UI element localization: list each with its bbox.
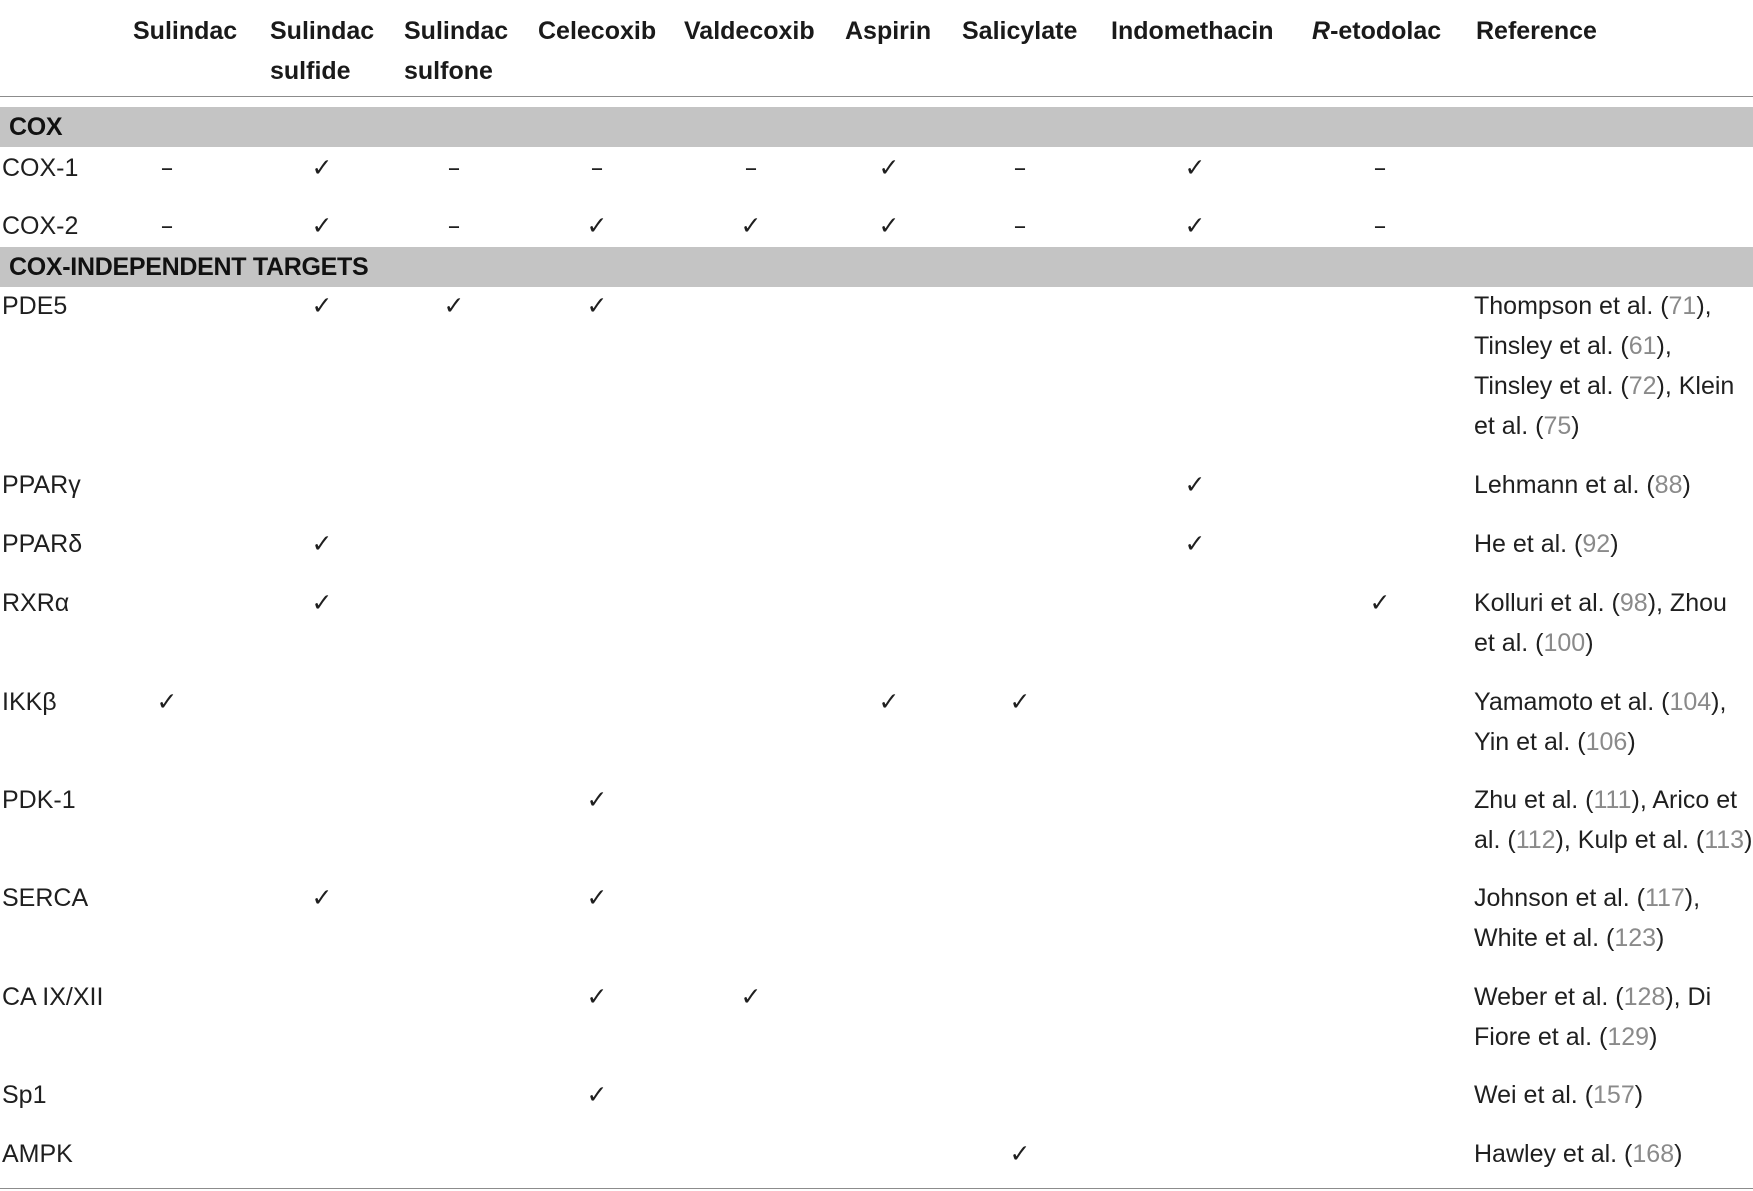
reference-line — [1474, 918, 1753, 958]
reference-text: Fiore et al. ( — [1474, 1023, 1608, 1051]
reference-text: ), — [1696, 292, 1712, 320]
reference-number-link[interactable]: 71 — [1668, 292, 1697, 320]
reference-line — [1474, 780, 1753, 820]
reference-line — [1474, 326, 1753, 366]
check-mark-icon: ✓ — [878, 687, 900, 716]
row-label: RXRα — [2, 589, 70, 617]
reference-text: ) — [1656, 924, 1665, 952]
reference-line — [1474, 583, 1753, 623]
check-mark-icon: ✓ — [311, 883, 333, 912]
row-label: PDK-1 — [2, 786, 76, 814]
check-mark-icon: ✓ — [1184, 470, 1206, 499]
dash-mark: – — [447, 153, 461, 182]
row-label: CA IX/XII — [2, 983, 104, 1011]
dash-mark: – — [160, 153, 174, 182]
reference-line — [1474, 286, 1753, 326]
col-header-celecoxib: Celecoxib — [538, 17, 657, 45]
reference-cell — [1474, 465, 1753, 505]
dash-mark: – — [1373, 211, 1387, 240]
reference-text: et al. ( — [1474, 412, 1544, 440]
check-mark-icon: ✓ — [878, 211, 900, 240]
reference-line — [1474, 465, 1753, 505]
reference-text: Thompson et al. ( — [1474, 292, 1669, 320]
reference-line — [1474, 366, 1753, 406]
reference-line — [1474, 1017, 1753, 1057]
reference-text: Kolluri et al. ( — [1474, 589, 1620, 617]
reference-number-link[interactable]: 75 — [1543, 412, 1572, 440]
check-mark-icon: ✓ — [1009, 687, 1031, 716]
check-mark-icon: ✓ — [1369, 588, 1391, 617]
reference-number-link[interactable]: 106 — [1585, 728, 1628, 756]
col-header-aspirin: Aspirin — [845, 17, 932, 45]
reference-line — [1474, 977, 1753, 1017]
col-header-salicylate: Salicylate — [962, 17, 1078, 45]
col-header-valdecoxib: Valdecoxib — [684, 17, 815, 45]
check-mark-icon: ✓ — [586, 785, 608, 814]
reference-line — [1474, 623, 1753, 663]
reference-number-link[interactable]: 128 — [1623, 983, 1666, 1011]
section-band-cox: COX — [0, 107, 1753, 147]
reference-number-link[interactable]: 113 — [1704, 826, 1745, 854]
reference-text: ), — [1684, 884, 1701, 912]
dash-mark: – — [1013, 153, 1027, 182]
reference-text: ) — [1627, 728, 1636, 756]
check-mark-icon: ✓ — [1184, 153, 1206, 182]
reference-text: ), Arico et — [1631, 786, 1738, 814]
section-band-cox-independent: COX-INDEPENDENT TARGETS — [0, 247, 1753, 287]
reference-number-link[interactable]: 117 — [1644, 884, 1685, 912]
dash-mark: – — [160, 211, 174, 240]
reference-line — [1474, 406, 1753, 446]
check-mark-icon: ✓ — [586, 211, 608, 240]
reference-text: ), Zhou — [1647, 589, 1727, 617]
reference-number-link[interactable]: 123 — [1614, 924, 1657, 952]
reference-cell — [1474, 780, 1753, 860]
col-header-reference: Reference — [1476, 17, 1597, 45]
reference-text: ), Di — [1665, 983, 1712, 1011]
reference-cell — [1474, 286, 1753, 446]
check-mark-icon: ✓ — [311, 153, 333, 182]
reference-text: ), Klein — [1656, 372, 1735, 400]
reference-cell — [1474, 524, 1753, 564]
reference-number-link[interactable]: 100 — [1543, 629, 1586, 657]
reference-line — [1474, 722, 1753, 762]
reference-line — [1474, 1134, 1753, 1174]
check-mark-icon: ✓ — [1009, 1139, 1031, 1168]
row-label: PPARδ — [2, 530, 83, 558]
reference-line — [1474, 878, 1753, 918]
reference-text: ) — [1585, 629, 1594, 657]
row-label: COX-2 — [2, 212, 79, 240]
reference-text: ) — [1682, 471, 1691, 499]
reference-line — [1474, 524, 1753, 564]
reference-text: Tinsley et al. ( — [1474, 332, 1629, 360]
reference-cell — [1474, 977, 1753, 1057]
reference-number-link[interactable]: 61 — [1628, 332, 1657, 360]
reference-number-link[interactable]: 129 — [1607, 1023, 1650, 1051]
header-rule — [0, 96, 1753, 97]
check-mark-icon: ✓ — [740, 982, 762, 1011]
reference-cell — [1474, 682, 1753, 762]
col-header-sulindac-sulfide: Sulindac sulfide — [270, 17, 375, 85]
check-mark-icon: ✓ — [311, 529, 333, 558]
check-mark-icon: ✓ — [878, 153, 900, 182]
reference-number-link[interactable]: 104 — [1669, 688, 1712, 716]
row-label: AMPK — [2, 1140, 73, 1168]
reference-text: Wei et al. ( — [1474, 1081, 1594, 1109]
reference-text: Hawley et al. ( — [1474, 1140, 1633, 1168]
check-mark-icon: ✓ — [586, 883, 608, 912]
check-mark-icon: ✓ — [740, 211, 762, 240]
col-header-indomethacin: Indomethacin — [1111, 17, 1274, 45]
reference-text: ) — [1571, 412, 1580, 440]
reference-line — [1474, 820, 1753, 860]
reference-text: He et al. ( — [1474, 530, 1583, 558]
check-mark-icon: ✓ — [586, 982, 608, 1011]
col-header-sulindac-sulfone: Sulindac sulfone — [404, 17, 509, 85]
check-mark-icon: ✓ — [311, 291, 333, 320]
dash-mark: – — [1013, 211, 1027, 240]
reference-text: Yin et al. ( — [1474, 728, 1586, 756]
reference-text: Lehmann et al. ( — [1474, 471, 1655, 499]
check-mark-icon: ✓ — [443, 291, 465, 320]
check-mark-icon: ✓ — [156, 687, 178, 716]
col-header-sulindac: Sulindac — [133, 17, 238, 45]
row-label: PPARγ — [2, 471, 81, 499]
bottom-rule — [0, 1188, 1753, 1189]
reference-cell — [1474, 1075, 1753, 1115]
dash-mark: – — [447, 211, 461, 240]
reference-text: al. ( — [1474, 826, 1516, 854]
reference-number-link[interactable]: 111 — [1593, 786, 1632, 814]
reference-text: ) — [1674, 1140, 1683, 1168]
reference-text: Weber et al. ( — [1474, 983, 1624, 1011]
reference-cell — [1474, 583, 1753, 663]
reference-text: Yamamoto et al. ( — [1474, 688, 1670, 716]
dash-mark: – — [744, 153, 758, 182]
check-mark-icon: ✓ — [586, 1080, 608, 1109]
check-mark-icon: ✓ — [586, 291, 608, 320]
reference-cell — [1474, 878, 1753, 958]
row-label: SERCA — [2, 884, 89, 912]
reference-text: ) — [1610, 530, 1619, 558]
check-mark-icon: ✓ — [311, 588, 333, 617]
reference-text: ), — [1656, 332, 1672, 360]
reference-text: White et al. ( — [1474, 924, 1615, 952]
row-label: Sp1 — [2, 1081, 47, 1109]
reference-number-link[interactable]: 92 — [1582, 530, 1611, 558]
reference-line — [1474, 682, 1753, 722]
row-label: IKKβ — [2, 688, 57, 716]
col-header-r-etodolac: R-etodolac — [1312, 17, 1442, 45]
reference-text: Zhu et al. ( — [1474, 786, 1594, 814]
reference-cell — [1474, 1134, 1753, 1174]
dash-mark: – — [590, 153, 604, 182]
reference-text: Tinsley et al. ( — [1474, 372, 1629, 400]
reference-number-link[interactable]: 168 — [1632, 1140, 1675, 1168]
reference-text: ) — [1634, 1081, 1644, 1109]
reference-number-link[interactable]: 157 — [1593, 1081, 1635, 1109]
reference-number-link[interactable]: 112 — [1515, 826, 1556, 854]
reference-number-link[interactable]: 72 — [1628, 372, 1657, 400]
row-label: COX-1 — [2, 154, 79, 182]
reference-text: Johnson et al. ( — [1474, 884, 1645, 912]
check-mark-icon: ✓ — [311, 211, 333, 240]
reference-text: ), — [1711, 688, 1727, 716]
reference-text: ) — [1649, 1023, 1658, 1051]
reference-text: ), Kulp et al. ( — [1555, 826, 1705, 854]
reference-number-link[interactable]: 98 — [1619, 589, 1648, 617]
check-mark-icon: ✓ — [1184, 211, 1206, 240]
dash-mark: – — [1373, 153, 1387, 182]
reference-text: et al. ( — [1474, 629, 1544, 657]
reference-line — [1474, 1075, 1753, 1115]
row-label: PDE5 — [2, 292, 68, 320]
reference-number-link[interactable]: 88 — [1654, 471, 1683, 499]
reference-text: ) — [1744, 826, 1753, 854]
check-mark-icon: ✓ — [1184, 529, 1206, 558]
